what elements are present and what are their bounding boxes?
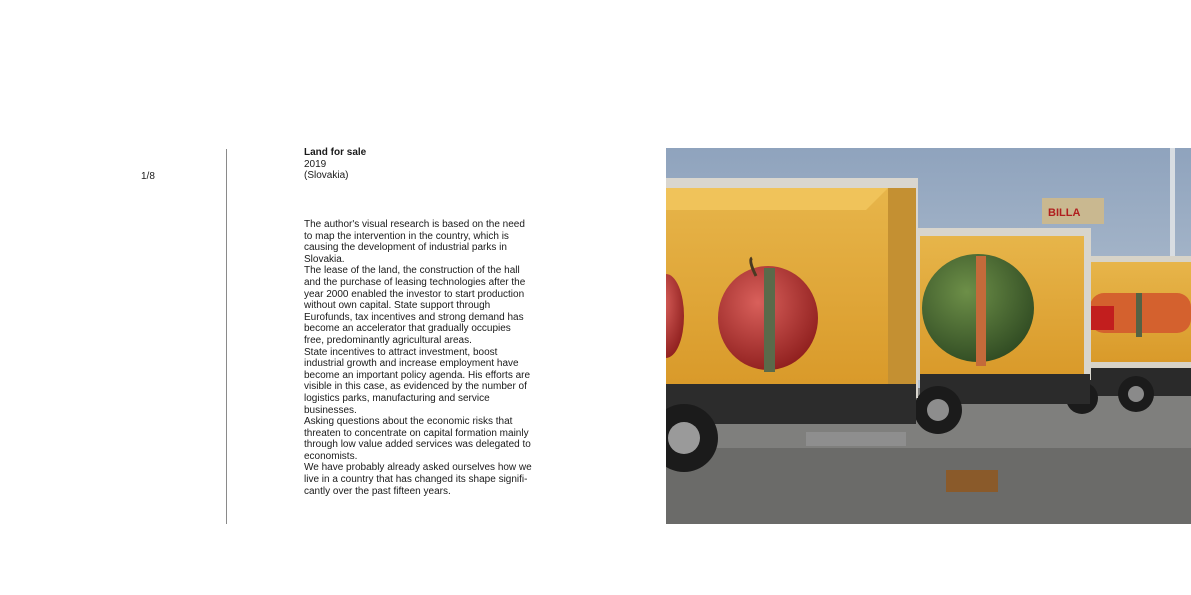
description-paragraph: The lease of the land, the construction of the hall and the purchase of leasing technologies after the year 2000 enabled the investor to start production without own capital. State support through Eurofunds, tax incentives and strong demand has become an accelerator that gradually occupies free, predominantly agricultural areas. xyxy=(304,265,526,346)
project-title: Land for sale xyxy=(304,147,367,158)
description-paragraph: Asking questions about the economic risks that threaten to concentrate on capital formation mainly through low value added services was delegated to economists. xyxy=(304,416,531,462)
billa-sign: BILLA xyxy=(1048,207,1081,219)
project-description xyxy=(304,219,532,497)
project-location: (Slovakia) xyxy=(304,170,349,181)
gallery-photo[interactable] xyxy=(666,148,1191,524)
description-paragraph: We have probably already asked ourselves how we live in a country that has changed its shape signifi- cantly over the past fifteen years. xyxy=(304,462,532,497)
description-paragraph: The author's visual research is based on the need to map the intervention in the country, which is causing the development of industrial parks in Slovakia. xyxy=(304,219,525,265)
image-counter: 1/8 xyxy=(141,171,155,182)
project-info xyxy=(304,147,366,182)
divider xyxy=(226,149,227,524)
project-year: 2019 xyxy=(304,158,327,170)
description-paragraph: State incentives to attract investment, boost industrial growth and increase employment have become an important policy agenda. His efforts are visible in this case, as evidenced by the number of logistics parks, manufacturing and service businesses. xyxy=(304,346,531,416)
